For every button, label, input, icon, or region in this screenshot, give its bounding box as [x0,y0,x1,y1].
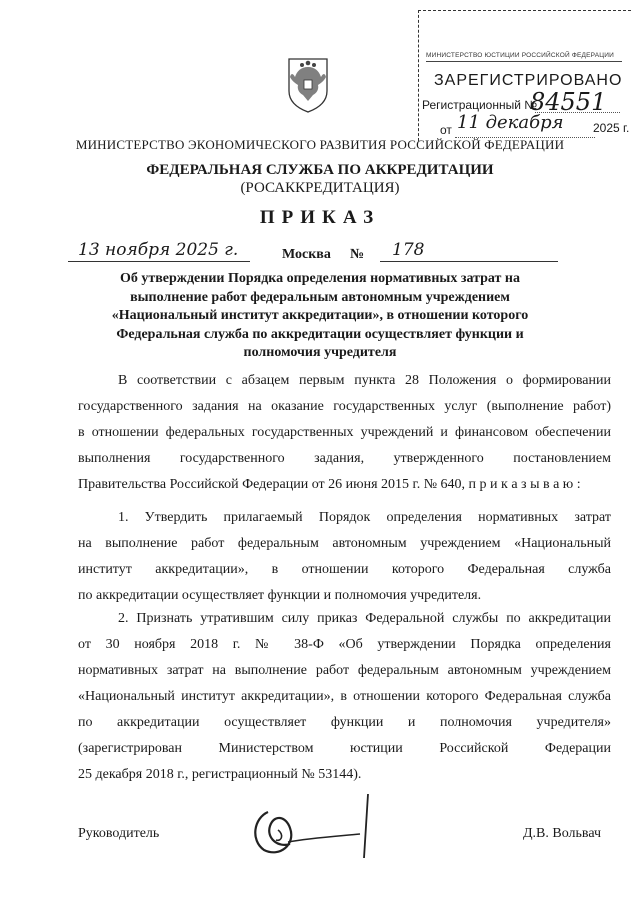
stamp-divider [426,61,622,62]
paragraph-line: 2. Признать утратившим силу приказ Федеральной службы по аккредитации [118,611,611,626]
paragraph-line: В соответствии с абзацем первым пункта 28 Положения о формировании [118,373,611,388]
paragraph-item-2 [78,606,611,788]
number-sign: № [350,247,365,262]
paragraph-line: Правительства Российской Федерации от 26 июня 2015 г. № 640, п р и к а з ы в а ю : [78,477,581,492]
stamp-date-prefix: от [440,123,452,137]
paragraph-line: по аккредитации осуществляет функции и полномочия учредителя» [78,715,611,730]
service-short-name: (РОСАККРЕДИТАЦИЯ) [240,180,400,196]
order-title: Об утверждении Порядка определения нормативных затрат на выполнение работ федеральным автономным учреждением «Национальный институт аккредитации», в отношении которого Федеральная служба по аккредитации осуществляет функции и полномочия учредителя [111,271,529,360]
stamp-reg-number: 84551 [530,88,607,116]
stamp-date-year: 2025 г. [593,121,630,135]
stamp-ministry: МИНИСТЕРСТВО ЮСТИЦИИ РОССИЙСКОЙ ФЕДЕРАЦИИ [426,52,615,59]
number-underline [380,261,558,262]
stamp-date-handwritten: 11 декабря [457,112,564,133]
stamp-status: ЗАРЕГИСТРИРОВАНО [434,72,623,89]
date-underline [68,261,250,262]
paragraph-line: 1. Утвердить прилагаемый Порядок определения нормативных затрат [118,510,611,525]
paragraph-line: выполнения государственного задания, утвержденного постановлением [78,451,611,466]
ministry-name: МИНИСТЕРСТВО ЭКОНОМИЧЕСКОГО РАЗВИТИЯ РОССИЙСКОЙ ФЕДЕРАЦИИ [75,137,565,152]
document-type: ПРИКАЗ [259,207,381,228]
paragraph-line: в отношении федеральных государственных учреждений и финансовом обеспечении [78,425,611,440]
signatory-name: Д.В. Вольвач [523,826,602,841]
paragraph-line: нормативных затрат на выполнение работ федеральным автономным учреждением [78,663,611,678]
coat-of-arms-emblem [283,55,333,115]
paragraph-item-1 [78,505,611,609]
signatory-position: Руководитель [78,826,160,841]
paragraph-line: от 30 ноября 2018 г. № 38-Ф «Об утверждении Порядка определения [78,637,611,652]
service-name: ФЕДЕРАЛЬНАЯ СЛУЖБА ПО АККРЕДИТАЦИИ [146,162,494,178]
paragraph-line: на выполнение работ федеральным автономным учреждением «Национальный [78,536,611,551]
paragraph-line: 25 декабря 2018 г., регистрационный № 53144). [78,767,362,782]
order-number: 178 [392,240,425,260]
paragraph-line: «Национальный институт аккредитации», в отношении которого Федеральная служба [78,689,611,704]
paragraph-line: по аккредитации осуществляет функции и полномочия учредителя. [78,588,482,603]
handwritten-signature [240,792,390,862]
stamp-reg-label: Регистрационный № [422,98,538,112]
paragraph-line: (зарегистрирован Министерством юстиции Российской Федерации [78,741,611,756]
order-city: Москва [282,247,331,262]
order-date: 13 ноября 2025 г. [78,240,239,260]
paragraph-line: институт аккредитации», в отношении которого Федеральная служба [78,562,611,577]
paragraph-preamble [78,368,611,498]
paragraph-line: государственного задания на оказание государственных услуг (выполнение работ) [78,399,611,414]
